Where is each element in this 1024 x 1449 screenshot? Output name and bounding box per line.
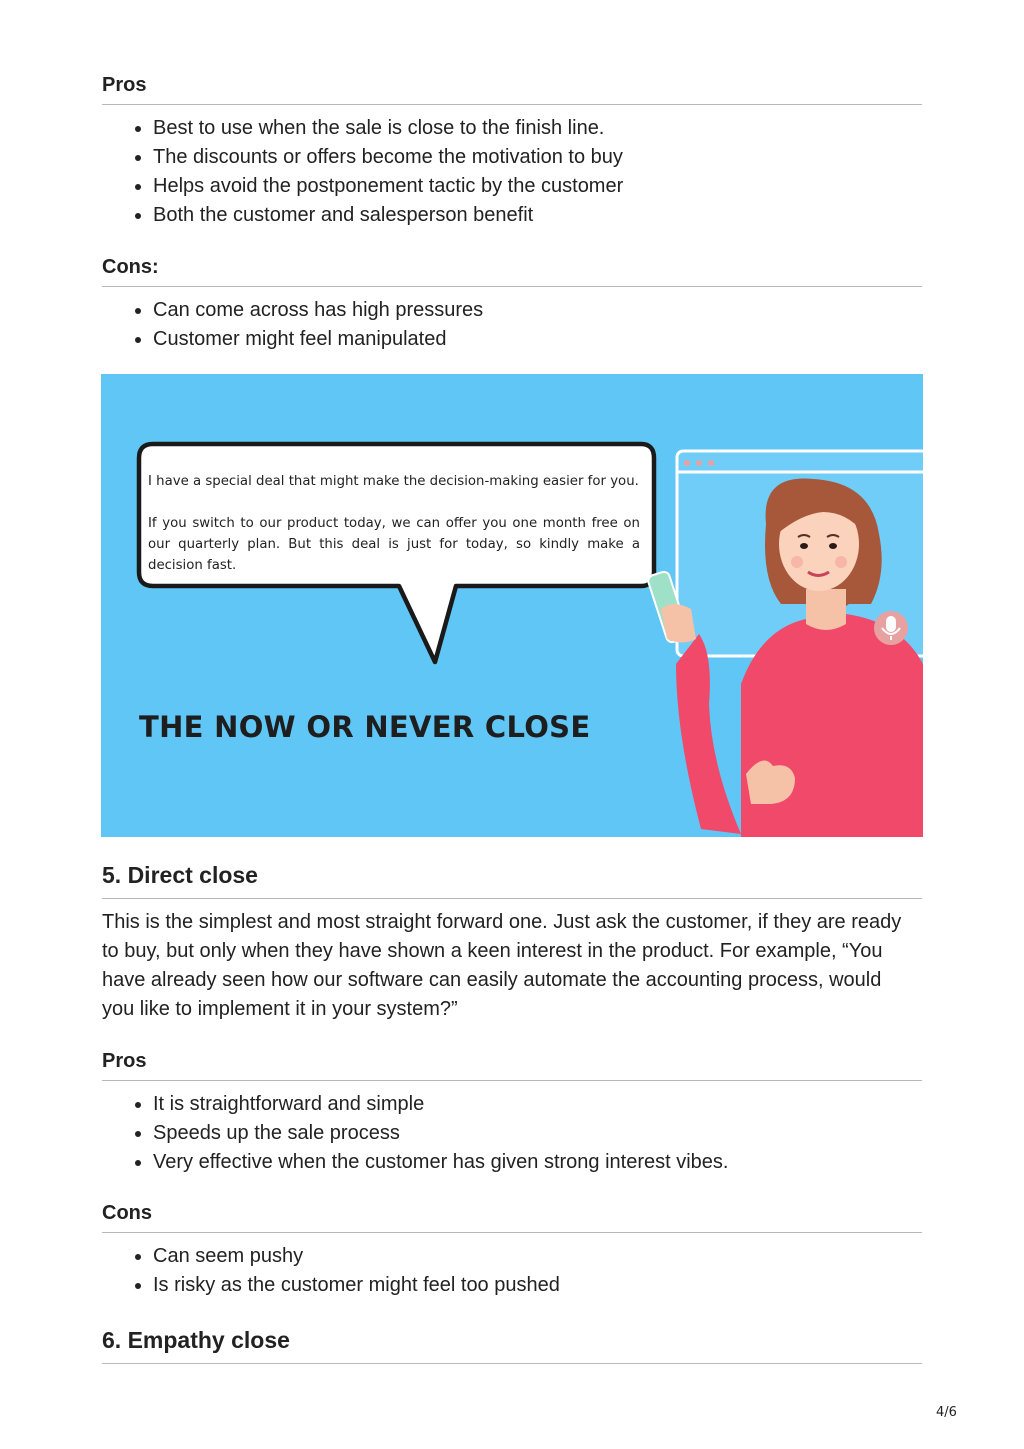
cons-list [102,1242,923,1300]
window-dot-icon [696,460,702,466]
list-item: Is risky as the customer might feel too pushed [153,1271,923,1300]
illustration-graphics [101,374,923,837]
speech-line: I have a special deal that might make the decision-making easier for you. [148,474,639,489]
list-item: It is straightforward and simple [153,1090,923,1119]
list-item: Speeds up the sale process [153,1119,923,1148]
cons-list [102,296,923,354]
section-heading-direct-close: 5. Direct close [102,861,922,899]
list-item: Helps avoid the postponement tactic by the customer [153,172,923,201]
window-dot-icon [684,460,690,466]
page-number: 4/6 [936,1405,957,1420]
list-item: Can seem pushy [153,1242,923,1271]
cons-heading: Cons [102,1201,922,1233]
pros-heading: Pros [102,73,922,105]
list-item: Can come across has high pressures [153,296,923,325]
list-item: The discounts or offers become the motivation to buy [153,143,923,172]
illustration-title: THE NOW OR NEVER CLOSE [139,710,591,744]
section-paragraph: This is the simplest and most straight forward one. Just ask the customer, if they are ready to buy, but only when they have shown a keen interest in the product. For example, “You have already seen how our software can easily automate the accounting process, would you like to implement it in your system?” [102,911,902,1020]
section-heading-empathy-close: 6. Empathy close [102,1326,922,1364]
list-item: Best to use when the sale is close to the finish line. [153,114,923,143]
speech-line: If you switch to our product today, we can offer you one month free on our quarterly plan. But this deal is just for today, so kindly make a decision fast. [148,516,640,573]
now-or-never-illustration [101,374,923,837]
pros-list [102,114,923,230]
pros-heading: Pros [102,1049,922,1081]
pros-list [102,1090,923,1177]
list-item: Customer might feel manipulated [153,325,923,354]
speech-bubble-text [148,471,640,576]
list-item: Very effective when the customer has given strong interest vibes. [153,1148,923,1177]
list-item: Both the customer and salesperson benefit [153,201,923,230]
window-dot-icon [708,460,714,466]
cons-heading: Cons: [102,255,922,287]
